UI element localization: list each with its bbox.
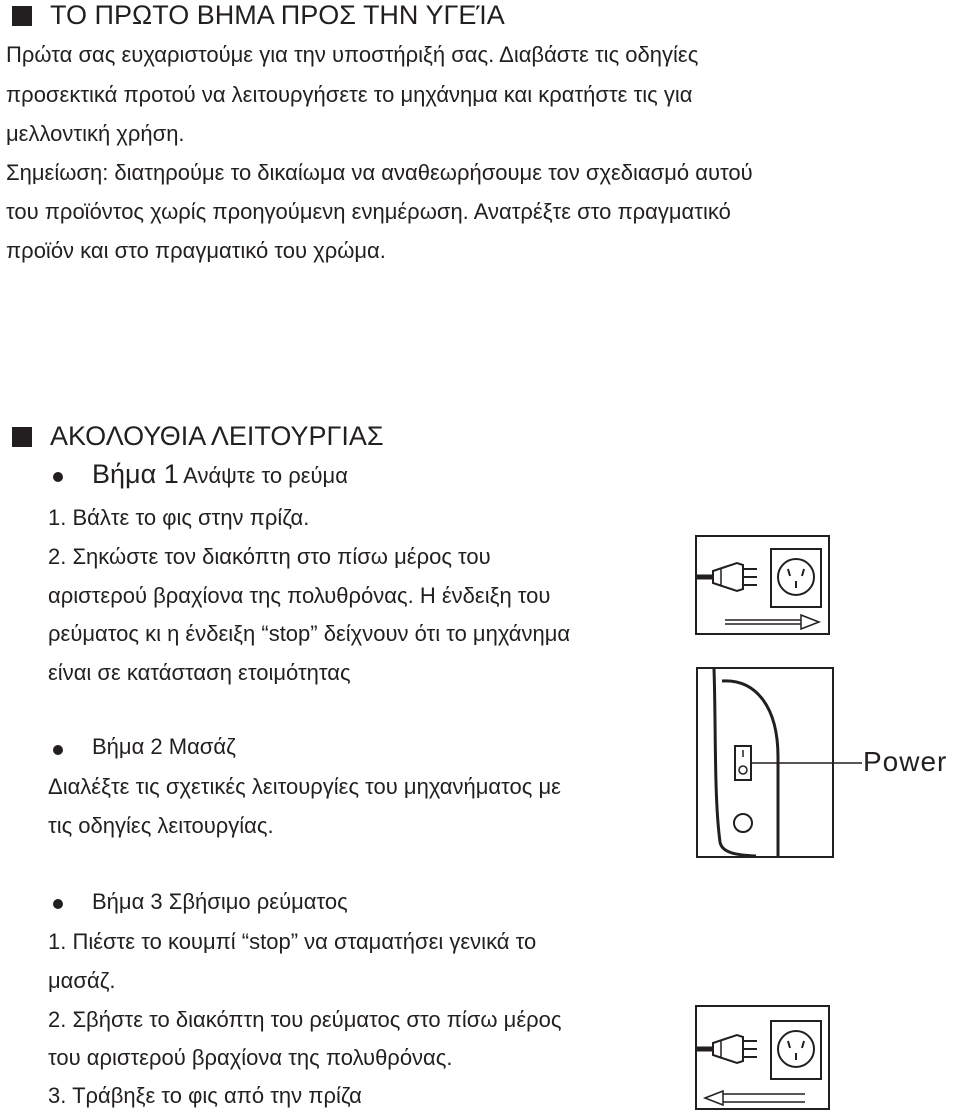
intro-line: Πρώτα σας ευχαριστούμε για την υποστήριξή σας. Διαβάστε τις οδηγίες [6,42,699,67]
step3-line: του αριστερού βραχίονα της πολυθρόνας. [48,1045,453,1070]
step1-line: 2. Σηκώστε τον διακόπτη στο πίσω μέρος του [48,544,491,569]
step1-line: είναι σε κατάσταση ετοιμότητας [48,660,351,685]
step1-line: αριστερού βραχίονα της πολυθρόνας. Η ένδειξη του [48,583,551,608]
step1-heading [92,459,348,490]
step3-line: 2. Σβήστε το διακόπτη του ρεύματος στο πίσω μέρος [48,1007,562,1032]
step3-line: μασάζ. [48,968,116,993]
round-bullet-icon [53,472,63,482]
step1-heading-number: Βήμα 1 [92,459,179,489]
note-line: του προϊόντος χωρίς προηγούμενη ενημέρωση. Ανατρέξτε στο πραγματικό [6,199,731,224]
power-label: Power [863,746,948,777]
step1-line: 1. Βάλτε το φις στην πρίζα. [48,505,310,530]
intro-line: προσεκτικά προτού να λειτουργήσετε το μηχάνημα και κρατήστε τις για [6,82,693,107]
power-switch-icon [696,667,836,859]
square-bullet-icon [12,6,32,26]
step3-line: 1. Πιέστε το κουμπί “stop” να σταματήσει γενικά το [48,929,537,954]
step1-line: ρεύματος κι η ένδειξη “stop” δείχνουν ότι το μηχάνημα [48,621,571,646]
note-line: Σημείωση: διατηρούμε το δικαίωμα να αναθεωρήσουμε τον σχεδιασμό αυτού [6,160,753,185]
section1-title: ΤΟ ΠΡΩΤΟ ΒΗΜΑ ΠΡΟΣ ΤΗΝ ΥΓΕΊΑ [50,0,505,30]
round-bullet-icon [53,745,63,755]
step3-line: 3. Τράβηξε το φις από την πρίζα [48,1083,362,1108]
step2-heading: Βήμα 2 Μασάζ [92,734,236,759]
intro-line: μελλοντική χρήση. [6,121,185,146]
plug-remove-icon [695,1005,830,1110]
step2-line: τις οδηγίες λειτουργίας. [48,813,274,838]
step3-heading: Βήμα 3 Σβήσιμο ρεύματος [92,889,348,914]
section2-title: ΑΚΟΛΟΥΘΙΑ ΛΕΙΤΟΥΡΓΙΑΣ [50,421,384,451]
note-line: προϊόν και στο πραγματικό του χρώμα. [6,238,386,263]
round-bullet-icon [53,899,63,909]
square-bullet-icon [12,427,32,447]
step1-heading-text: Ανάψτε το ρεύμα [183,463,348,488]
plug-insert-icon [695,535,830,635]
step2-line: Διαλέξτε τις σχετικές λειτουργίες του μηχανήματος με [48,774,561,799]
